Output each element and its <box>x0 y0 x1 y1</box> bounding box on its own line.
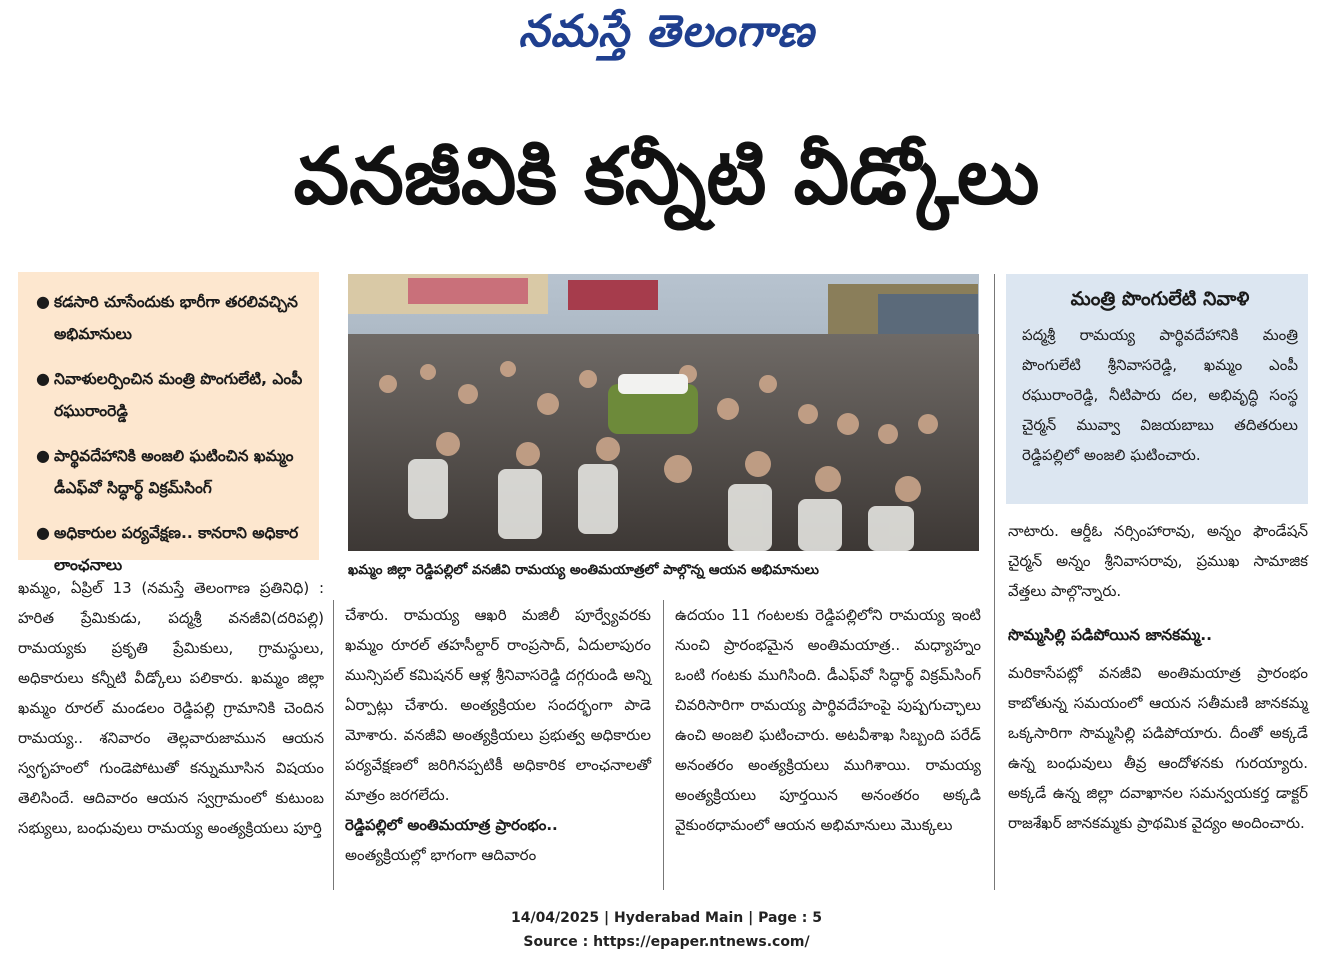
sidebar-title: మంత్రి పొంగులేటి నివాళి <box>1070 288 1250 310</box>
article-column-1: ఖమ్మం, ఏప్రిల్ 13 (నమస్తే తెలంగాణ ప్రతినిధి) : హరిత ప్రేమికుడు, పద్మశ్రీ వనజీవి(దరిపల్లి) రామయ్యకు ప్రకృతి ప్రేమికులు, గ్రామస్థులు, అధికారులు కన్నీటి వీడ్కోలు పలికారు. ఖమ్మం జిల్లా ఖమ్మం రూరల్ మండలం రెడ్డిపల్లి గ్రామానికి చెందిన రామయ్య.. శనివారం తెల్లవారుజామున ఆయన స్వగృహంలో గుండెపోటుతో కన్నుమూసిన విషయం తెలిసిందే. ఆదివారం ఆయన స్వగ్రామంలో కుటుంబ సభ్యులు, బంధువులు రామయ్య అంత్యక్రియలు పూర్తి <box>18 579 324 837</box>
highlight-item <box>32 286 309 350</box>
footer-date-edition: 14/04/2025 | Hyderabad Main | Page : 5 <box>510 910 823 926</box>
bullet-icon: ● <box>36 369 50 388</box>
column-divider <box>333 600 334 890</box>
article-column-2-text: అంత్యక్రియల్లో భాగంగా ఆదివారం <box>345 846 537 864</box>
highlight-item <box>32 363 309 427</box>
highlight-item <box>32 440 309 504</box>
page-headline: వనజీవికి కన్నీటి వీడ్కోలు <box>293 132 1040 222</box>
article-column-3: ఉదయం 11 గంటలకు రెడ్డిపల్లిలోని రామయ్య ఇంటి నుంచి ప్రారంభమైన అంతిమయాత్ర.. మధ్యాహ్నం ఒంటి గంటకు ముగిసింది. డీఎఫ్‌వో సిద్ధార్థ్ విక్రమ్‌సింగ్ చివరిసారిగా రామయ్య పార్థివదేహంపై పుష్పగుచ్ఛాలు ఉంచి అంజలి ఘటించారు. అటవీశాఖ సిబ్బంది పరేడ్ అనంతరం అంత్యక్రియలు ముగిశాయి. రామయ్య అంత్యక్రియలు పూర్తయిన అనంతరం అక్కడి వైకుంఠధామంలో ఆయన అభిమానులు మొక్కలు <box>675 606 981 834</box>
highlight-text: కడసారి చూసేందుకు భారీగా తరలివచ్చిన అభిమానులు <box>54 293 298 343</box>
article-column-2 <box>345 600 651 870</box>
sidebar-box <box>1006 274 1308 504</box>
highlight-text: పార్థివదేహానికి అంజలి ఘటించిన ఖమ్మం డీఎఫ్‌వో సిద్ధార్థ్ విక్రమ్‌సింగ్ <box>54 447 294 497</box>
bullet-icon: ● <box>36 292 50 311</box>
subheading: రెడ్డిపల్లిలో అంతిమయాత్ర ప్రారంభం.. <box>345 816 558 834</box>
article-column-4-text: నాటారు. ఆర్డీఓ నర్సింహారావు, అన్నం ఫౌండేషన్ చైర్మన్ అన్నం శ్రీనివాసరావు, ప్రముఖ సామాజిక వేత్తలు పాల్గొన్నారు. <box>1008 522 1308 600</box>
subheading: సొమ్మసిల్లి పడిపోయిన జానకమ్మ.. <box>1008 626 1212 644</box>
newspaper-masthead-logo: నమస్తే తెలంగాణ <box>518 6 815 57</box>
highlights-box <box>18 272 319 574</box>
highlight-text: నివాళులర్పించిన మంత్రి పొంగులేటి, ఎంపీ రఘురాంరెడ్డి <box>54 370 303 420</box>
funeral-procession-photo <box>348 274 979 551</box>
footer-source-link[interactable]: Source : https://epaper.ntnews.com/ <box>523 934 810 950</box>
bullet-icon: ● <box>36 446 50 465</box>
column-divider <box>994 274 995 890</box>
article-column-2-text: చేశారు. రామయ్య ఆఖరి మజిలీ పూర్వ్యేవరకు ఖమ్మం రూరల్ తహసీల్దార్ రాంప్రసాద్, ఏదులాపురం మున్సిపల్ కమిషనర్ ఆళ్ల శ్రీనివాసరెడ్డి దగ్గరుండి అన్ని ఏర్పాట్లు చేశారు. అంత్యక్రియల సందర్భంగా పాడె మోశారు. వనజీవి అంత్యక్రియలు ప్రభుత్వ అధికారుల పర్యవేక్షణలో జరిగినప్పటికీ అధికారిక లాంఛనాలతో మాత్రం జరగలేదు. <box>345 606 651 804</box>
highlight-text: అధికారుల పర్యవేక్షణ.. కానరాని అధికార లాంఛనాలు <box>54 524 299 574</box>
article-column-4-text: మరికాసేపట్లో వనజీవి అంతిమయాత్ర ప్రారంభం కాబోతున్న సమయంలో ఆయన సతీమణి జానకమ్మ ఒక్కసారిగా సొమ్మసిల్లి పడిపోయారు. దీంతో అక్కడే ఉన్న బంధువులు తీవ్ర ఆందోళనకు గురయ్యారు. అక్కడే ఉన్న జిల్లా దవాఖానల సమన్వయకర్త డాక్టర్ రాజశేఖర్ జానకమ్మకు ప్రాథమిక వైద్యం అందించారు. <box>1008 664 1308 832</box>
highlight-item <box>32 517 309 581</box>
sidebar-body: పద్మశ్రీ రామయ్య పార్థివదేహానికి మంత్రి పొంగులేటి శ్రీనివాసరెడ్డి, ఖమ్మం ఎంపీ రఘురాంరెడ్డి, నీటిపారు దల, అభివృద్ధి సంస్థ చైర్మన్ మువ్వా విజయబాబు తదితరులు రెడ్డిపల్లిలో అంజలి ఘటించారు. <box>1022 326 1298 464</box>
photo-caption: ఖమ్మం జిల్లా రెడ్డిపల్లిలో వనజీవి రామయ్య అంతిమయాత్రలో పాల్గొన్న ఆయన అభిమానులు <box>348 562 819 578</box>
bullet-icon: ● <box>36 523 50 542</box>
column-divider <box>663 600 664 890</box>
